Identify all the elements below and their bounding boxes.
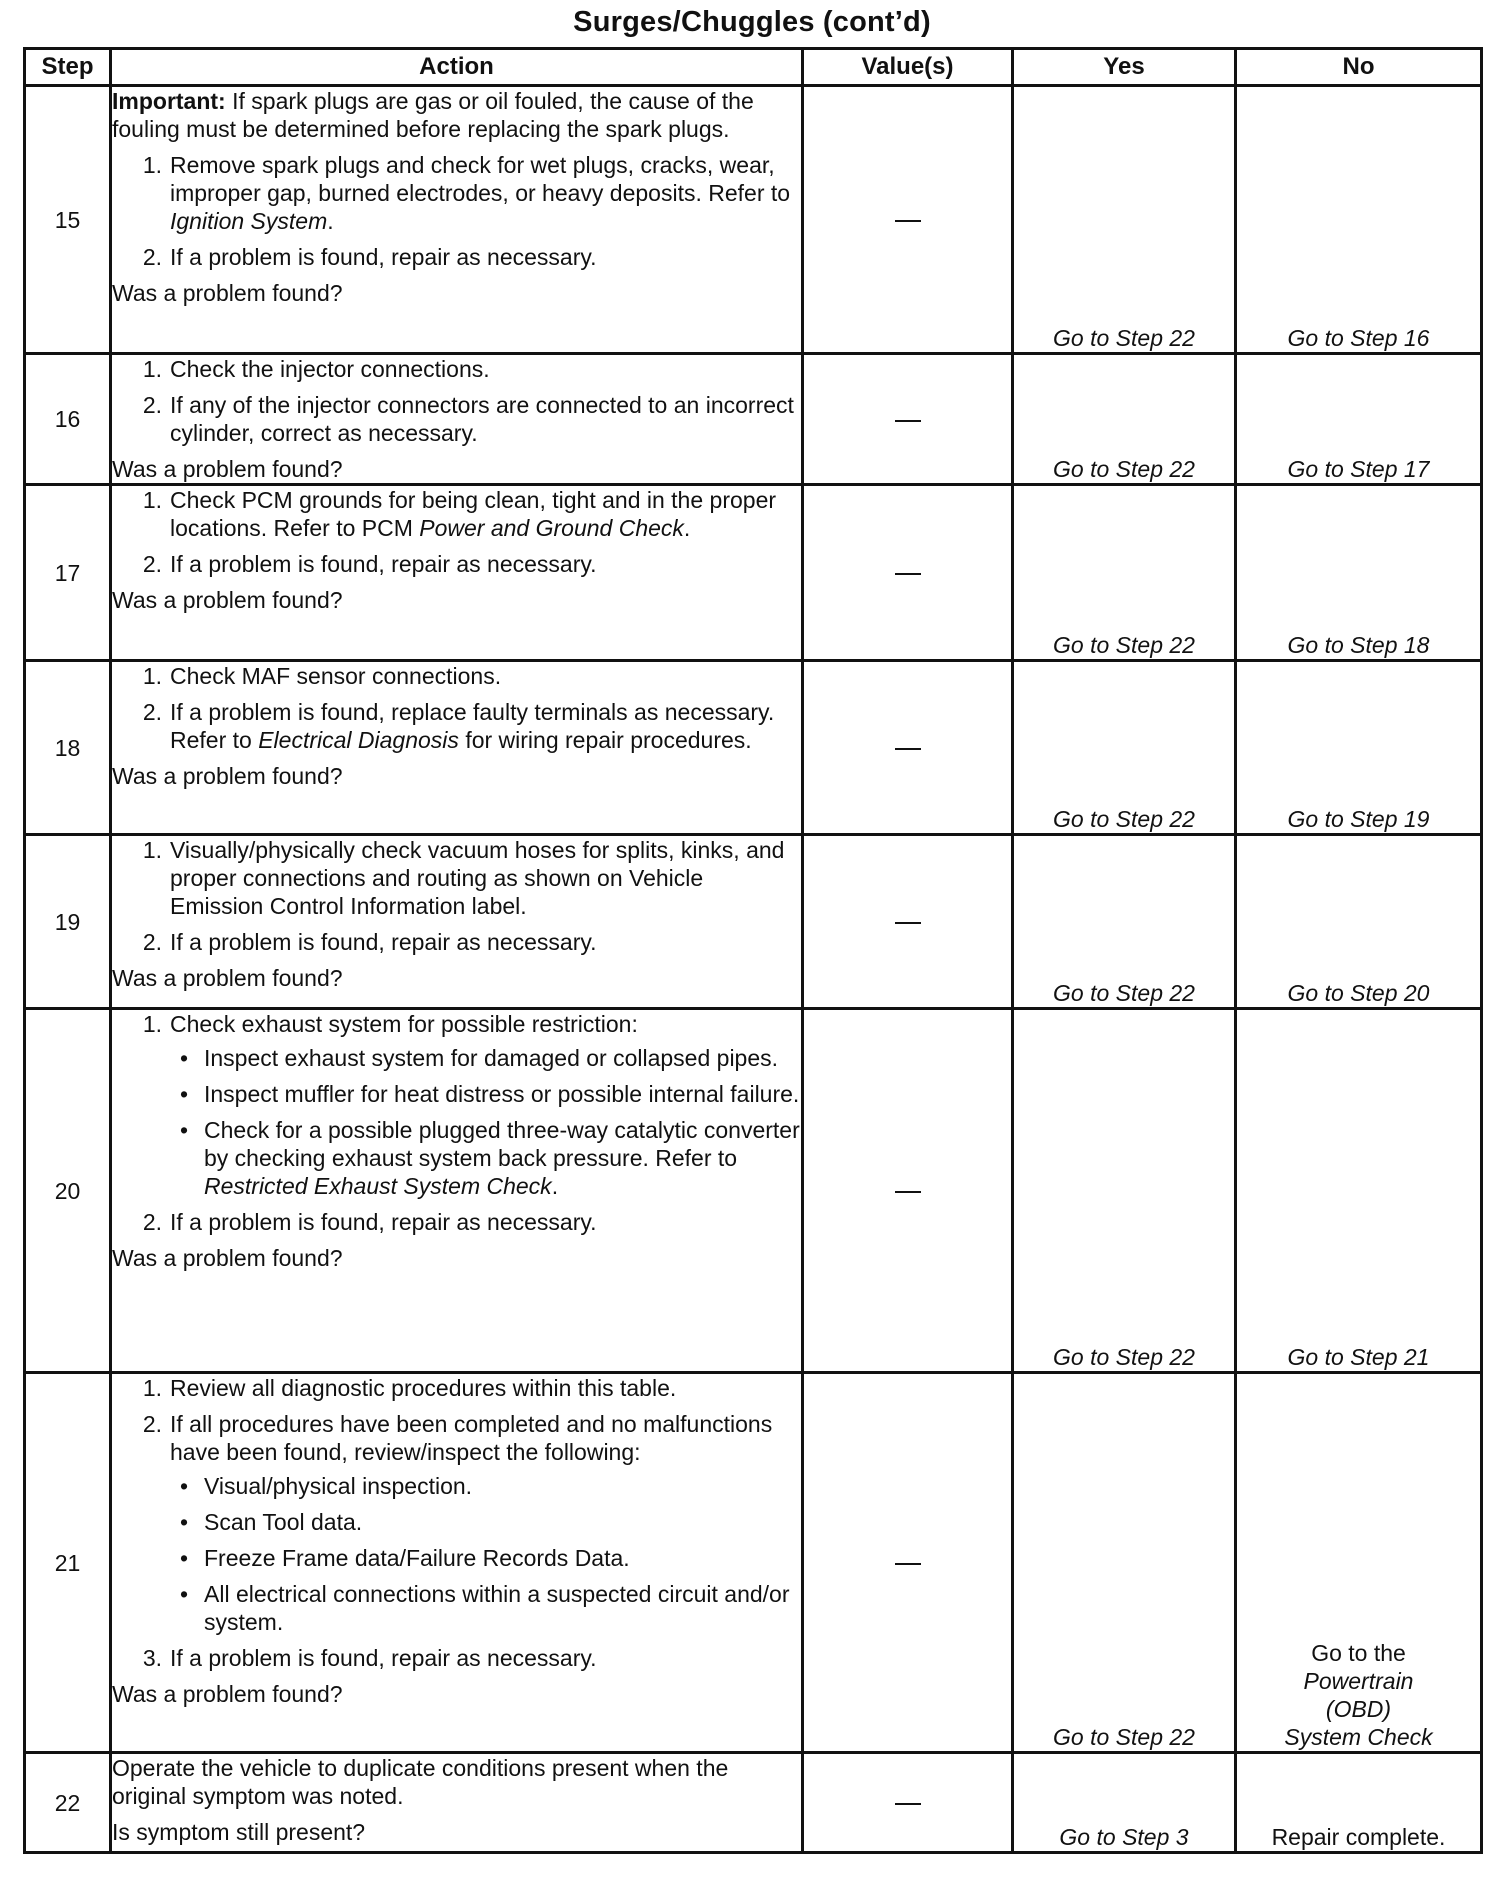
item-text: Check the injector connections. <box>170 356 490 382</box>
value-cell <box>803 1373 1013 1753</box>
bullet-list <box>170 1472 801 1636</box>
item-text: Review all diagnostic procedures within this table. <box>170 1375 677 1401</box>
header-step: Step <box>25 49 111 86</box>
list-item <box>112 550 801 578</box>
step-number: 17 <box>25 485 111 661</box>
step-action <box>111 485 803 661</box>
item-text: If a problem is found, repair as necessary. <box>170 1209 597 1235</box>
reference-link: Restricted Exhaust System Check <box>204 1173 552 1199</box>
value-cell <box>803 485 1013 661</box>
no-action: Go to Step 17 <box>1287 456 1430 482</box>
no-action: Go to Step 21 <box>1287 1344 1430 1370</box>
important-note <box>112 87 801 143</box>
value-cell <box>803 835 1013 1009</box>
step-number: 21 <box>25 1373 111 1753</box>
no-cell <box>1236 86 1482 354</box>
item-number: 2. <box>142 1411 162 1437</box>
item-number: 1. <box>142 663 162 689</box>
table-row <box>25 86 1482 354</box>
item-number: 2. <box>142 244 162 270</box>
reference-link: System Check <box>1284 1724 1433 1750</box>
yes-cell <box>1013 86 1236 354</box>
step-action <box>111 86 803 354</box>
important-label: Important: <box>112 88 226 114</box>
numbered-list <box>112 662 801 754</box>
yes-action: Go to Step 22 <box>1053 632 1195 658</box>
diagnostic-table <box>23 47 1483 1854</box>
item-text: Visually/physically check vacuum hoses for splits, kinks, and proper connections and routing as shown on Vehicle Emission Control Information label. <box>170 837 785 919</box>
reference-link: Power and Ground Check <box>419 515 684 541</box>
no-action: Go to Step 16 <box>1287 325 1430 351</box>
step-number: 16 <box>25 354 111 485</box>
item-text: If a problem is found, repair as necessary. <box>170 929 597 955</box>
table-row <box>25 1009 1482 1373</box>
value-cell <box>803 86 1013 354</box>
bullet-item <box>170 1116 801 1200</box>
value-cell <box>803 661 1013 835</box>
value-cell <box>803 354 1013 485</box>
header-yes: Yes <box>1013 49 1236 86</box>
yes-cell <box>1013 1373 1236 1753</box>
reference-link: Electrical Diagnosis <box>258 727 459 753</box>
yes-action: Go to Step 3 <box>1059 1824 1189 1850</box>
list-item <box>112 1208 801 1236</box>
numbered-list <box>112 836 801 956</box>
bullet-item: • Scan Tool data. <box>170 1508 801 1536</box>
item-number: 1. <box>142 1375 162 1401</box>
question: Was a problem found? <box>112 1245 343 1271</box>
punctuation: . <box>327 208 334 234</box>
dash-mark <box>895 922 921 924</box>
bullet-item: • Freeze Frame data/Failure Records Data. <box>170 1544 801 1572</box>
no-cell <box>1236 354 1482 485</box>
dash-mark <box>895 1803 921 1805</box>
dash-mark <box>895 420 921 422</box>
item-text: If a problem is found, repair as necessary. <box>170 551 597 577</box>
item-number: 1. <box>142 837 162 863</box>
item-number: 2. <box>142 551 162 577</box>
no-cell <box>1236 835 1482 1009</box>
no-action: Go to Step 20 <box>1287 980 1430 1006</box>
value-cell <box>803 1753 1013 1853</box>
list-item <box>112 1374 801 1402</box>
important-text: If spark plugs are gas or oil fouled, the cause of the fouling must be determined before replacing the spark plugs. <box>112 88 754 142</box>
no-action: Go to the <box>1311 1640 1406 1666</box>
value-cell <box>803 1009 1013 1373</box>
list-item <box>112 698 801 754</box>
item-number: 1. <box>142 152 162 178</box>
item-text: If a problem is found, repair as necessary. <box>170 1645 597 1671</box>
list-item <box>112 928 801 956</box>
item-number: 2. <box>142 699 162 725</box>
item-text: If a problem is found, replace faulty terminals as necessary. Refer to <box>170 699 775 753</box>
list-item <box>112 355 801 383</box>
table-row <box>25 661 1482 835</box>
item-text: If a problem is found, repair as necessary. <box>170 244 597 270</box>
item-text: Check exhaust system for possible restriction: <box>170 1011 638 1037</box>
item-text: Remove spark plugs and check for wet plugs, cracks, wear, improper gap, burned electrodes, or heavy deposits. Refer to <box>170 152 791 206</box>
list-item <box>112 1644 801 1672</box>
item-text: Check MAF sensor connections. <box>170 663 502 689</box>
item-number: 3. <box>142 1645 162 1671</box>
bullet-list <box>170 1044 801 1200</box>
list-item <box>112 836 801 920</box>
item-number: 1. <box>142 487 162 513</box>
question: Was a problem found? <box>112 965 343 991</box>
item-text: If any of the injector connectors are connected to an incorrect cylinder, correct as necessary. <box>170 392 794 446</box>
question: Was a problem found? <box>112 456 343 482</box>
header-row <box>25 49 1482 86</box>
step-action <box>111 354 803 485</box>
yes-action: Go to Step 22 <box>1053 806 1195 832</box>
list-item <box>112 486 801 542</box>
list-item <box>112 662 801 690</box>
list-item <box>112 243 801 271</box>
item-number: 2. <box>142 929 162 955</box>
bullet-item: • Inspect exhaust system for damaged or collapsed pipes. <box>170 1044 801 1072</box>
question: Was a problem found? <box>112 1681 343 1707</box>
punctuation: . <box>683 515 691 541</box>
question: Was a problem found? <box>112 280 343 306</box>
table-row <box>25 1753 1482 1853</box>
no-cell <box>1236 1373 1482 1753</box>
item-number: 2. <box>142 1209 162 1235</box>
yes-cell <box>1013 1753 1236 1853</box>
page-title: Surges/Chuggles (cont’d) <box>573 6 931 38</box>
numbered-list <box>112 151 801 271</box>
step-number: 18 <box>25 661 111 835</box>
step-action <box>111 1753 803 1853</box>
step-action <box>111 661 803 835</box>
step-action <box>111 1009 803 1373</box>
list-item <box>112 151 801 235</box>
question: Is symptom still present? <box>112 1819 366 1845</box>
step-action <box>111 835 803 1009</box>
table-row <box>25 1373 1482 1753</box>
item-number: 1. <box>142 1011 162 1037</box>
yes-action: Go to Step 22 <box>1053 456 1195 482</box>
bullet-item: • All electrical connections within a suspected circuit and/or system. <box>170 1580 801 1636</box>
yes-action: Go to Step 22 <box>1053 980 1195 1006</box>
no-action: Go to Step 18 <box>1287 632 1430 658</box>
dash-mark <box>895 573 921 575</box>
step-number: 19 <box>25 835 111 1009</box>
dash-mark <box>895 1191 921 1193</box>
table-row <box>25 835 1482 1009</box>
yes-action: Go to Step 22 <box>1053 325 1195 351</box>
step-number: 20 <box>25 1009 111 1373</box>
no-cell <box>1236 661 1482 835</box>
item-text: Check for a possible plugged three-way catalytic converter by checking exhaust system back pressure. Refer to <box>204 1117 800 1171</box>
header-values: Value(s) <box>803 49 1013 86</box>
step-action <box>111 1373 803 1753</box>
item-number: 1. <box>142 356 162 382</box>
item-text: Operate the vehicle to duplicate conditions present when the original symptom was noted. <box>112 1755 729 1809</box>
no-cell <box>1236 485 1482 661</box>
yes-cell <box>1013 354 1236 485</box>
dash-mark <box>895 220 921 222</box>
numbered-list <box>112 1374 801 1672</box>
item-number: 2. <box>142 392 162 418</box>
yes-cell <box>1013 1009 1236 1373</box>
item-text: Check PCM grounds for being clean, tight and in the proper locations. Refer to PCM <box>170 487 777 541</box>
bullet-item: • Visual/physical inspection. <box>170 1472 801 1500</box>
bullet-item: • Inspect muffler for heat distress or possible internal failure. <box>170 1080 801 1108</box>
reference-link: Powertrain <box>1303 1668 1414 1694</box>
no-action: Go to Step 19 <box>1287 806 1430 832</box>
numbered-list <box>112 1010 801 1236</box>
question: Was a problem found? <box>112 763 343 789</box>
yes-cell <box>1013 661 1236 835</box>
item-text: for wiring repair procedures. <box>465 727 752 753</box>
yes-action: Go to Step 22 <box>1053 1344 1195 1370</box>
yes-cell <box>1013 835 1236 1009</box>
no-cell <box>1236 1009 1482 1373</box>
dash-mark <box>895 748 921 750</box>
step-number: 15 <box>25 86 111 354</box>
table-row <box>25 354 1482 485</box>
reference-link: (OBD) <box>1325 1696 1392 1722</box>
list-item <box>112 1410 801 1636</box>
numbered-list <box>112 486 801 578</box>
question: Was a problem found? <box>112 587 343 613</box>
table-row <box>25 485 1482 661</box>
reference-link: Ignition System <box>170 208 328 234</box>
no-action: Repair complete. <box>1271 1824 1446 1850</box>
punctuation: . <box>551 1173 559 1199</box>
header-action: Action <box>111 49 803 86</box>
header-no: No <box>1236 49 1482 86</box>
no-cell <box>1236 1753 1482 1853</box>
step-number: 22 <box>25 1753 111 1853</box>
yes-cell <box>1013 485 1236 661</box>
list-item <box>112 1010 801 1200</box>
dash-mark <box>895 1563 921 1565</box>
numbered-list <box>112 355 801 447</box>
list-item <box>112 391 801 447</box>
yes-action: Go to Step 22 <box>1053 1724 1195 1750</box>
item-text: If all procedures have been completed and no malfunctions have been found, review/inspect the following: <box>170 1411 773 1465</box>
